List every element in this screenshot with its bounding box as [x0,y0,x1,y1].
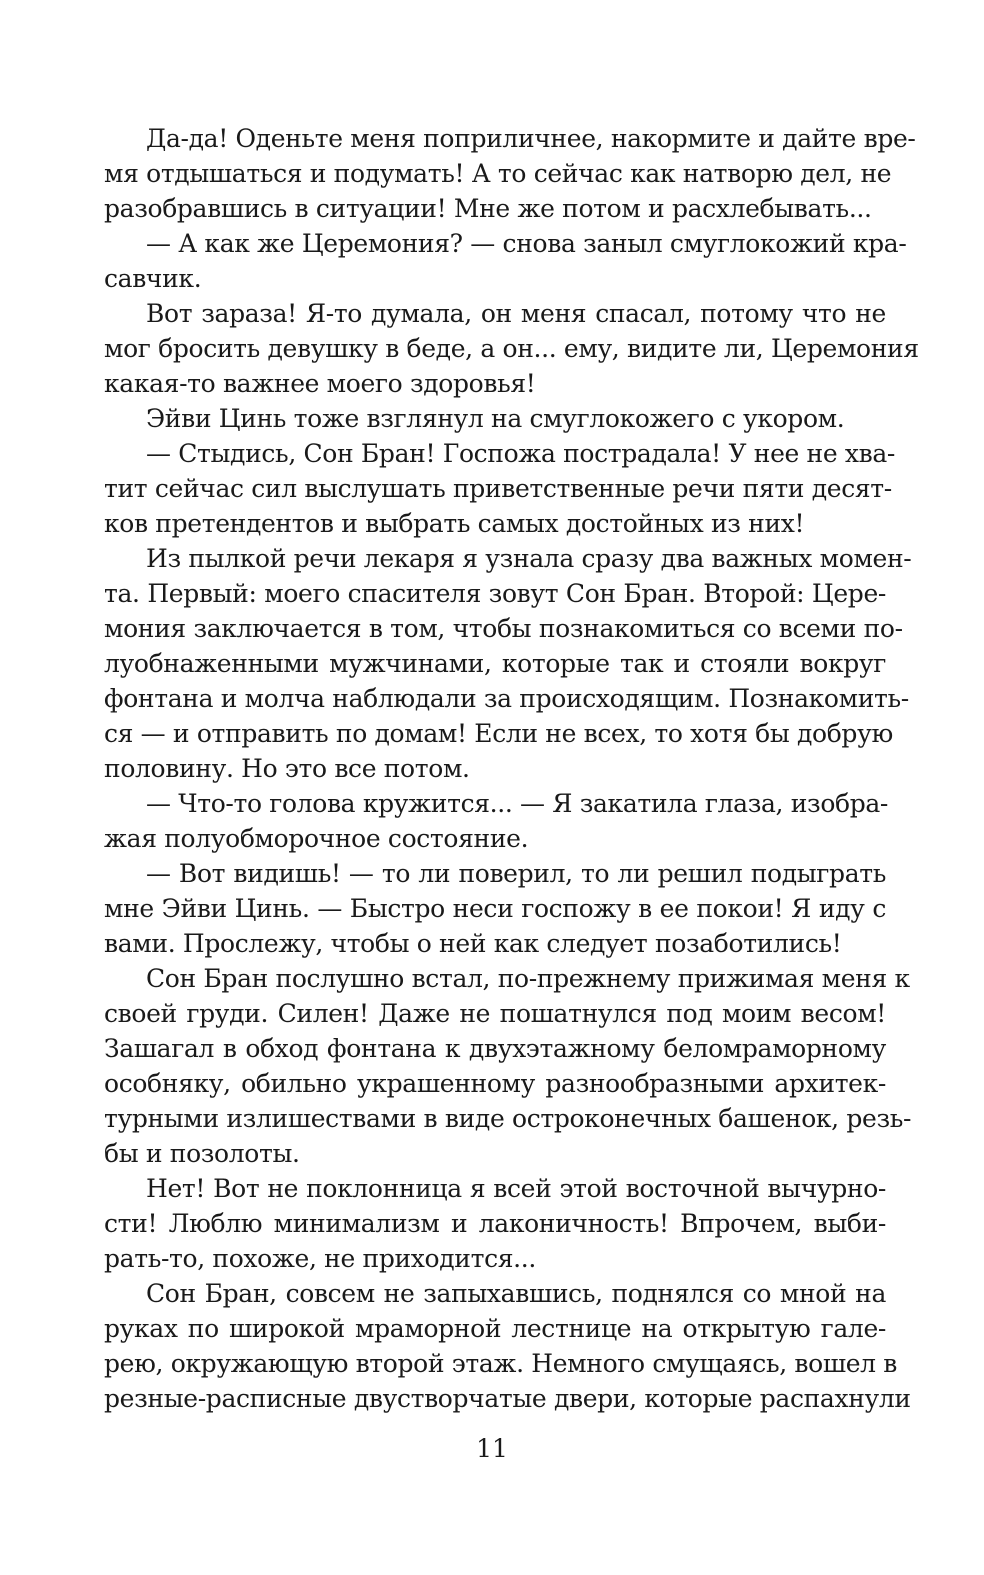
text-line: мне Эйви Цинь. — Быстро неси госпожу в ее покои! Я иду с [104,894,886,923]
text-line: Зашагал в обход фонтана к двухэтажному беломраморному [104,1034,886,1063]
text-line: Сон Бран, совсем не запыхавшись, поднялся со мной на [146,1279,886,1308]
page-text [104,121,919,1416]
text-line: ков претендентов и выбрать самых достойных из них! [104,509,805,538]
text-line: Нет! Вот не поклонница я всей этой восточной вычурно- [146,1174,886,1203]
text-line: — Что-то голова кружится... — Я закатила глаза, изобра- [146,789,889,818]
text-line: разобравшись в ситуации! Мне же потом и расхлебывать... [104,194,872,223]
text-line: — Стыдись, Сон Бран! Госпожа пострадала! У нее не хва- [146,439,896,468]
text-line: мог бросить девушку в беде, а он... ему, видите ли, Церемония [104,334,919,363]
text-line: особняку, обильно украшенному разнообразными архитек- [104,1069,886,1098]
text-line: руках по широкой мраморной лестнице на открытую гале- [104,1314,886,1343]
text-line: — А как же Церемония? — снова заныл смуглокожий кра- [146,229,907,258]
text-line: ся — и отправить по домам! Если не всех, то хотя бы добрую [104,719,893,748]
text-line: — Вот видишь! — то ли поверил, то ли решил подыграть [146,859,886,888]
text-line: сти! Люблю минимализм и лаконичность! Впрочем, выби- [104,1209,886,1238]
text-line: бы и позолоты. [104,1139,300,1168]
text-line: тит сейчас сил выслушать приветственные речи пяти десят- [104,474,892,503]
text-line: рать-то, похоже, не приходится... [104,1244,536,1273]
text-line: савчик. [104,264,202,293]
text-line: Вот зараза! Я-то думала, он меня спасал, потому что не [146,299,886,328]
text-line: мя отдышаться и подумать! А то сейчас как натворю дел, не [104,159,892,188]
text-line: половину. Но это все потом. [104,754,470,783]
text-line: жая полуобморочное состояние. [104,824,529,853]
text-line: фонтана и молча наблюдали за происходящим. Познакомить- [104,684,909,713]
text-line: рею, окружающую второй этаж. Немного смущаясь, вошел в [104,1349,898,1378]
text-line: Из пылкой речи лекаря я узнала сразу два важных момен- [146,544,912,573]
text-line: мония заключается в том, чтобы познакомиться со всеми по- [104,614,903,643]
text-line: Эйви Цинь тоже взглянул на смуглокожего с укором. [146,404,845,433]
text-line: Сон Бран послушно встал, по-прежнему прижимая меня к [146,964,910,993]
text-line: резные-расписные двустворчатые двери, которые распахнули [104,1384,911,1413]
text-line: Да-да! Оденьте меня поприличнее, накормите и дайте вре- [146,124,916,153]
text-line: какая-то важнее моего здоровья! [104,369,536,398]
text-line: луобнаженными мужчинами, которые так и стояли вокруг [104,649,886,678]
text-line: турными излишествами в виде остроконечных башенок, резь- [104,1104,912,1133]
page-number: 11 [476,1434,508,1463]
text-line: вами. Прослежу, чтобы о ней как следует позаботились! [104,929,842,958]
text-line: та. Первый: моего спасителя зовут Сон Бран. Второй: Цере- [104,579,886,608]
text-line: своей груди. Силен! Даже не пошатнулся под моим весом! [104,999,886,1028]
